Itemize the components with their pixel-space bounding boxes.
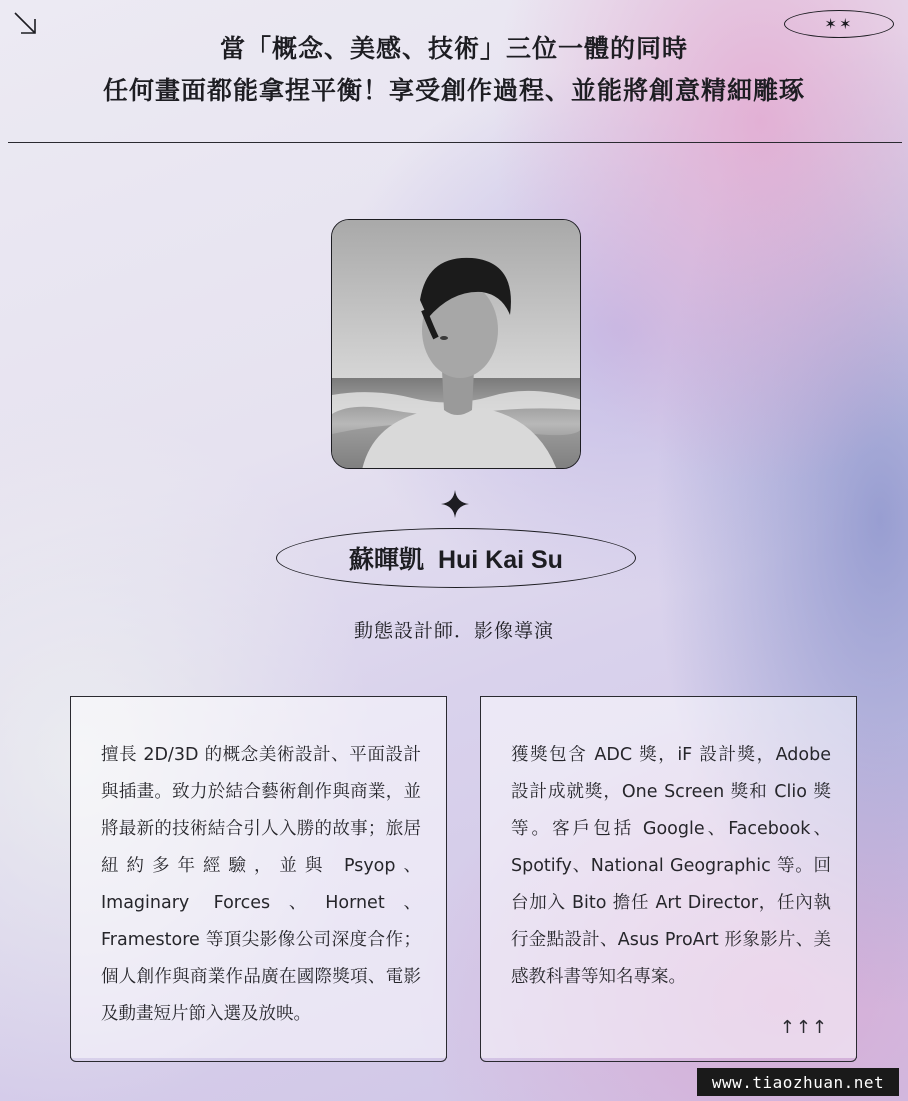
bio-text-right: 獲獎包含 ADC 獎，iF 設計獎，Adobe 設計成就獎，One Screen 獎和 Clio 獎等。客戶包括 Google、Facebook、Spotify、National Geographic 等。回台加入 Bito 擔任 Art Director，任內執行金點設計、Asus ProArt 形象影片、美感教科書等知名專案。 xyxy=(511,745,831,987)
sparkle-icon xyxy=(441,490,469,518)
bio-card-right xyxy=(480,696,857,1058)
bio-text-left: 擅長 2D/3D 的概念美術設計、平面設計與插畫。致力於結合藝術創作與商業，並將最新的技術結合引人入勝的故事；旅居紐約多年經驗，並與 Psyop、Imaginary Forces、Hornet、Framestore 等頂尖影像公司深度合作；個人創作與商業作品廣在國際獎項、電影及動畫短片節入選及放映。 xyxy=(101,745,421,1024)
bio-card-left xyxy=(70,696,447,1058)
headline xyxy=(0,28,908,112)
headline-line-1: 當「概念、美感、技術」三位一體的同時 xyxy=(219,34,688,63)
watermark: www.tiaozhuan.net xyxy=(697,1068,899,1096)
job-title: 動態設計師．影像導演 xyxy=(353,620,554,642)
portrait-illustration xyxy=(332,220,581,469)
person-name: 蘇暉凱 Hui Kai Su xyxy=(349,546,563,574)
stars-icon: ✶✶ xyxy=(824,15,854,33)
headline-line-2: 任何畫面都能拿捏平衡！享受創作過程、並能將創意精細雕琢 xyxy=(102,76,805,105)
arrows-up-icon: ↑↑↑ xyxy=(779,1017,828,1038)
name-badge xyxy=(276,528,636,588)
portrait-photo xyxy=(331,219,581,469)
divider xyxy=(8,142,902,143)
